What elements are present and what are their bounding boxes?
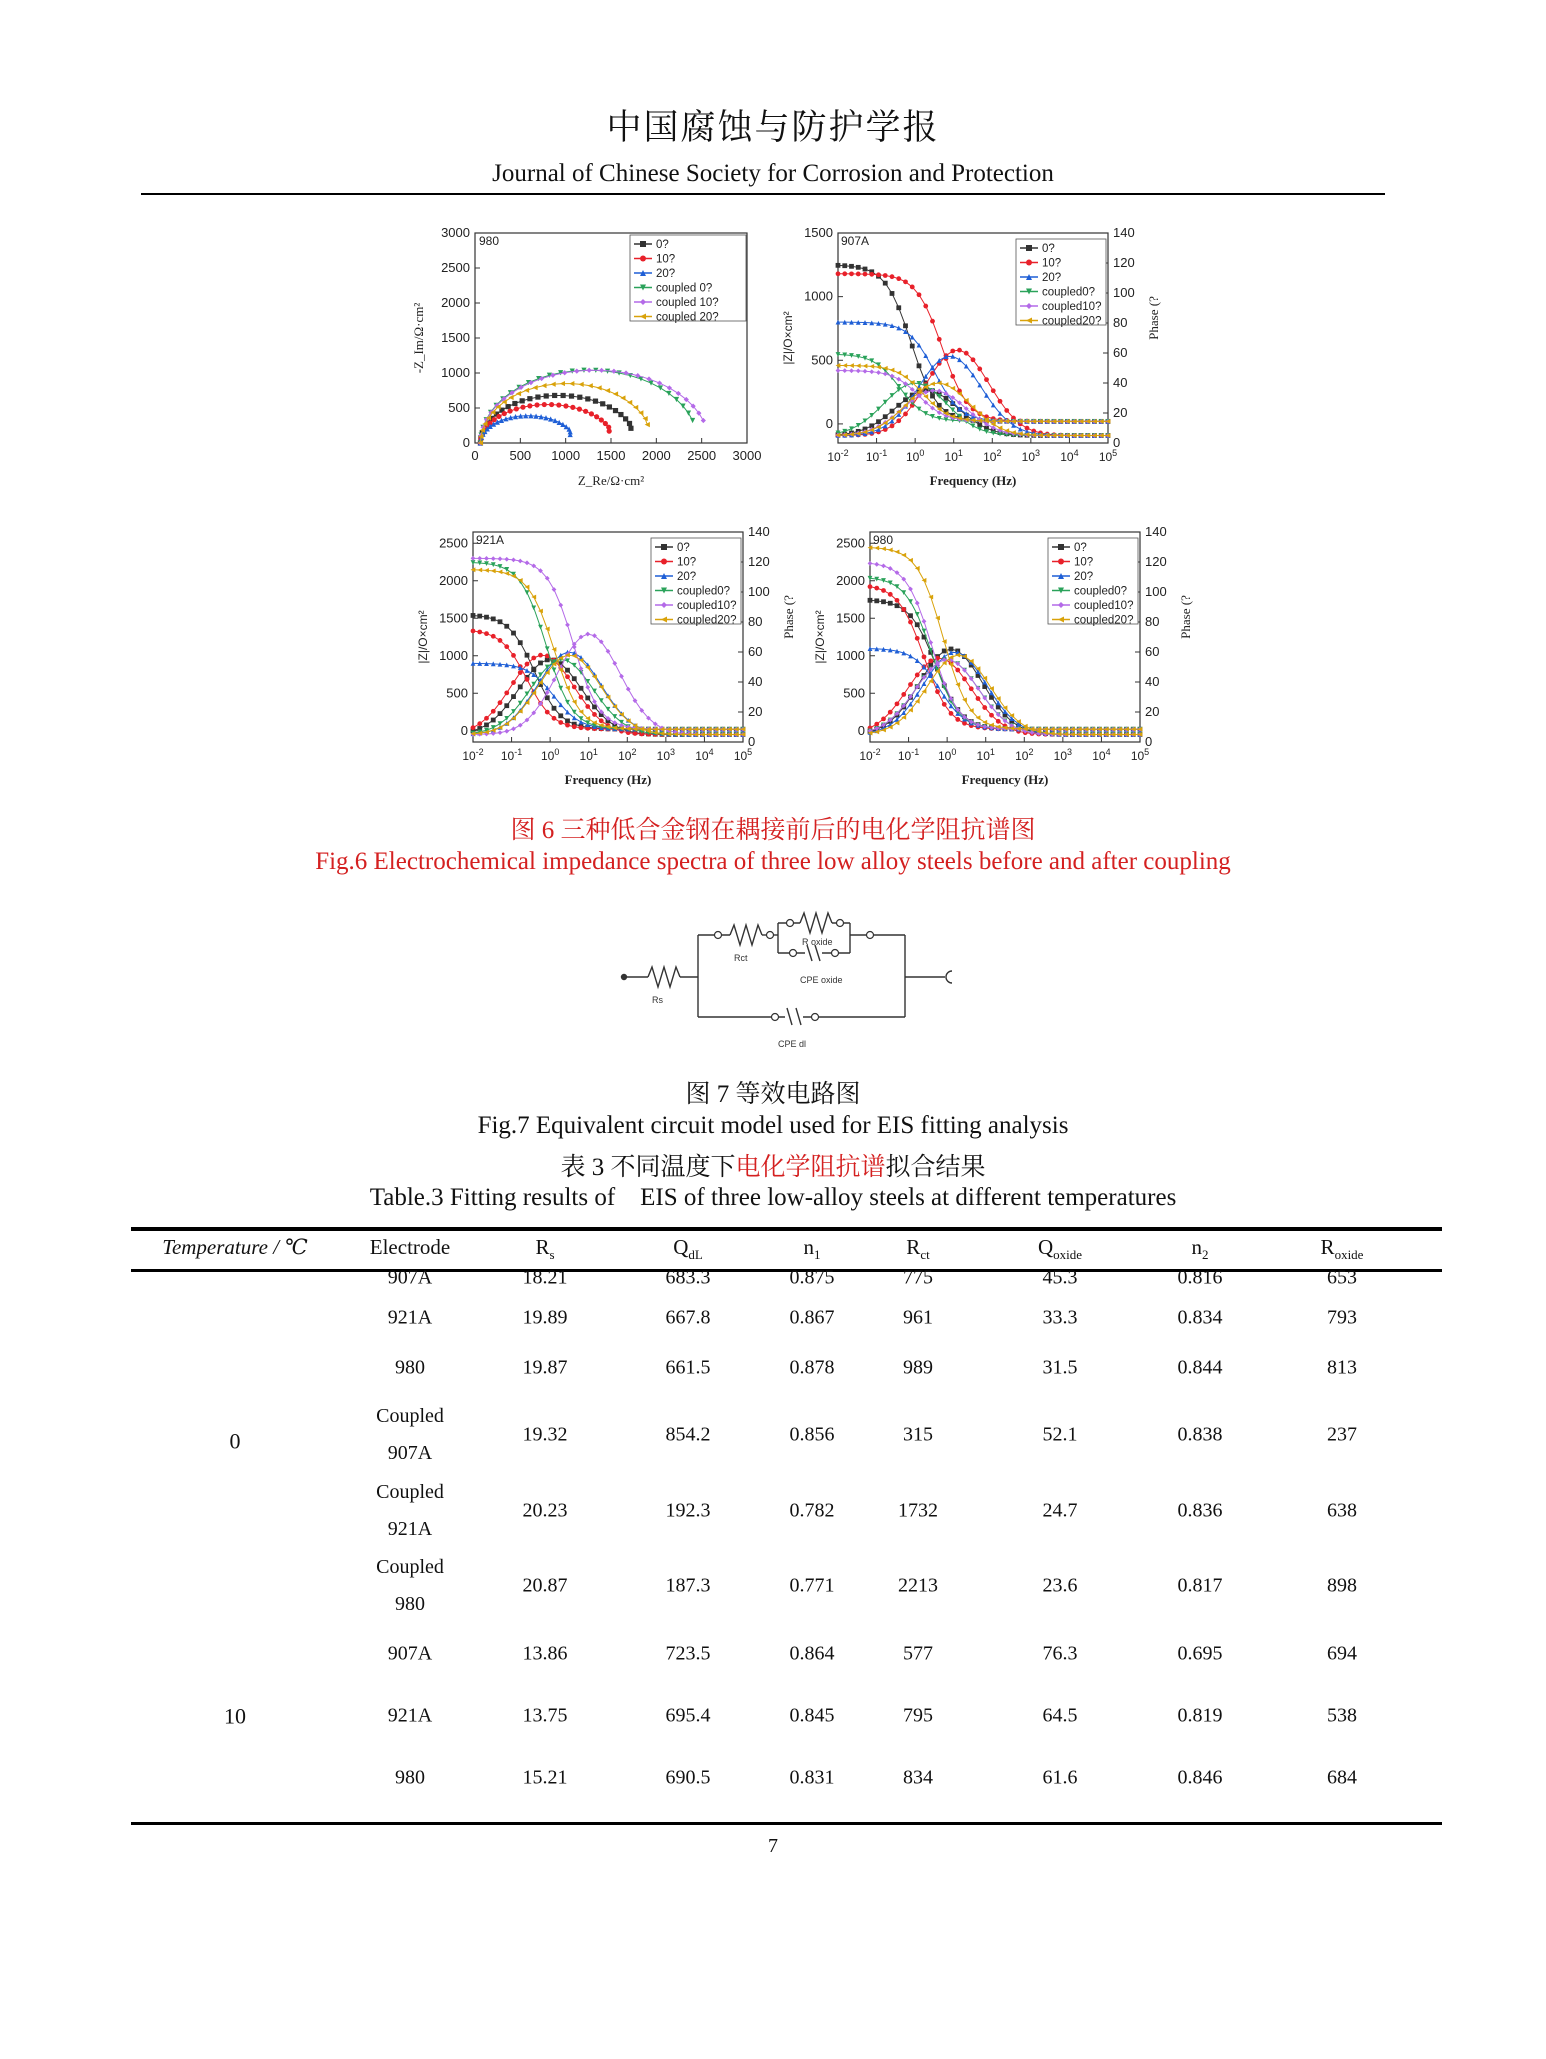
- nyquist-point-4: [690, 418, 695, 423]
- table-value-cell: 192.3: [665, 1499, 711, 1522]
- table3-caption-zh: [0, 1147, 1546, 1183]
- table-header-cell: Temperature / ℃: [162, 1235, 308, 1259]
- y-tick-left-label: 2000: [836, 572, 865, 588]
- y-axis-left-label: |Z|/O×cm²: [416, 610, 430, 664]
- y-tick-left-label: 1000: [439, 647, 468, 663]
- table-value-cell: 0.856: [789, 1423, 835, 1446]
- y-tick-right-label: 100: [748, 584, 770, 599]
- table-value-cell: 577: [903, 1642, 933, 1665]
- y-tick-right-label: 0: [748, 734, 756, 749]
- table-value-cell: 0.867: [789, 1306, 835, 1329]
- table-value-cell: 0.817: [1177, 1574, 1223, 1597]
- table-value-cell: 775: [903, 1266, 933, 1289]
- y-tick-left-label: 2500: [439, 535, 468, 551]
- legend-label: 0?: [1042, 243, 1055, 255]
- x-axis-label: Z_Re/Ω·cm²: [577, 473, 645, 488]
- table-value-cell: 661.5: [665, 1356, 711, 1379]
- table-value-cell: 795: [903, 1704, 933, 1727]
- table-value-cell: 2213: [898, 1574, 938, 1597]
- legend-label: 20?: [656, 268, 676, 280]
- y-tick-right-label: 80: [1113, 315, 1128, 330]
- x-tick-label: $10^1$: [976, 747, 995, 763]
- table-value-cell: 793: [1327, 1306, 1357, 1329]
- table-electrode-cell: Coupled 907A: [376, 1405, 444, 1464]
- legend-marker: [661, 544, 667, 550]
- chart-title: 980: [873, 533, 894, 547]
- table-header-cell: $R_{ct}$: [906, 1235, 930, 1263]
- legend-label: 20?: [1074, 571, 1094, 583]
- chart-title: 980: [479, 234, 500, 248]
- table-value-cell: 1732: [898, 1499, 938, 1522]
- table-electrode-cell: Coupled 980: [376, 1556, 444, 1615]
- x-tick-label: 1000: [551, 448, 581, 463]
- legend-label: coupled10?: [1042, 301, 1102, 313]
- table-value-cell: 18.21: [522, 1266, 568, 1289]
- y-tick-left-label: 0: [825, 415, 833, 431]
- x-tick-label: $10^2$: [983, 448, 1002, 464]
- x-tick-label: $10^4$: [1092, 747, 1111, 763]
- y-tick-right-label: 0: [1113, 435, 1121, 450]
- label-cpe-oxide: CPE oxide: [800, 975, 843, 985]
- table-value-cell: 33.3: [1042, 1306, 1078, 1329]
- table-value-cell: 989: [903, 1356, 933, 1379]
- table-electrode-cell: 907A: [387, 1642, 433, 1665]
- y-tick-left-label: 2000: [439, 572, 468, 588]
- journal-title-en: Journal of Chinese Society for Corrosion and Protection: [492, 160, 1054, 187]
- table-electrode-cell: 921A: [387, 1704, 433, 1727]
- y-axis-right-label: Phase (?: [1178, 595, 1193, 639]
- table-value-cell: 0.838: [1177, 1423, 1223, 1446]
- table-value-cell: 15.21: [522, 1766, 568, 1789]
- table-value-cell: 13.75: [522, 1704, 568, 1727]
- label-roxide: R oxide: [802, 937, 833, 947]
- y-tick-label: 500: [448, 400, 470, 415]
- table-temperature-cell: 10: [224, 1703, 246, 1729]
- x-tick-label: $10^3$: [1053, 747, 1073, 763]
- x-tick-label: $10^{-1}$: [865, 448, 888, 464]
- label-rs: Rs: [652, 995, 663, 1005]
- table-value-cell: 237: [1327, 1423, 1357, 1446]
- table-value-cell: 538: [1327, 1704, 1357, 1727]
- y-tick-left-label: 1500: [804, 225, 833, 240]
- table-electrode-cell: 980: [395, 1766, 425, 1789]
- x-tick-label: 2500: [687, 448, 717, 463]
- y-tick-right-label: 40: [748, 674, 763, 689]
- nyquist-series-5: [480, 370, 703, 443]
- y-tick-label: 1000: [441, 365, 470, 380]
- table-value-cell: 667.8: [665, 1306, 711, 1329]
- x-tick-label: $10^4$: [695, 747, 714, 763]
- x-tick-label: $10^5$: [733, 747, 753, 763]
- y-tick-right-label: 40: [1113, 375, 1128, 390]
- x-tick-label: 2000: [641, 448, 671, 463]
- table-temperature-cell: 0: [229, 1428, 241, 1454]
- bode-980-phase-series-5: [870, 660, 1140, 735]
- table3-caption-prefix: 表 3 不同温度下: [560, 1154, 736, 1181]
- y-tick-label: 0: [462, 435, 470, 450]
- legend-label: 10?: [1074, 556, 1094, 569]
- x-tick-label: $10^5$: [1130, 747, 1150, 763]
- legend-marker: [640, 241, 646, 247]
- x-tick-label: $10^{-2}$: [859, 747, 881, 763]
- table-value-cell: 898: [1327, 1574, 1357, 1597]
- table-value-cell: 20.87: [522, 1574, 568, 1597]
- y-axis-right-label: Phase (?: [1146, 296, 1161, 340]
- y-tick-right-label: 120: [1145, 554, 1167, 569]
- table-value-cell: 690.5: [665, 1766, 711, 1789]
- legend-label: coupled0?: [1074, 585, 1128, 598]
- table-value-cell: 13.86: [522, 1642, 568, 1665]
- table-value-cell: 723.5: [665, 1642, 711, 1665]
- table-value-cell: 834: [903, 1766, 933, 1789]
- x-tick-label: 1500: [596, 448, 626, 463]
- legend-label: coupled 20?: [656, 311, 719, 324]
- table-value-cell: 0.819: [1177, 1704, 1223, 1727]
- table-value-cell: 0.782: [789, 1499, 835, 1522]
- legend-label: coupled20?: [1042, 315, 1102, 328]
- journal-title-zh: 中国腐蚀与防护学报: [606, 108, 940, 147]
- table-header-cell: $R_{oxide}$: [1320, 1235, 1364, 1263]
- legend-label: 10?: [656, 253, 676, 266]
- page-number: 7: [768, 1835, 778, 1857]
- table-electrode-cell: Coupled 921A: [376, 1481, 444, 1540]
- legend-label: coupled10?: [677, 600, 737, 612]
- x-tick-label: $10^0$: [937, 747, 957, 763]
- table3-caption-highlight: 电化学阻抗谱: [735, 1154, 886, 1181]
- legend-label: 10?: [677, 556, 697, 569]
- table-value-cell: 23.6: [1042, 1574, 1078, 1597]
- table-value-cell: 0.695: [1177, 1642, 1223, 1665]
- table3-caption-suffix: 拟合结果: [885, 1154, 986, 1181]
- x-tick-label: $10^2$: [618, 747, 637, 763]
- x-tick-label: $10^{-1}$: [500, 747, 523, 763]
- cpe-dl-symbol: [787, 1008, 792, 1025]
- y-tick-label: 2000: [441, 295, 470, 310]
- y-axis-label: -Z_Im/Ω·cm²: [411, 302, 426, 374]
- legend-label: 0?: [656, 239, 669, 251]
- table-value-cell: 52.1: [1042, 1423, 1078, 1446]
- x-tick-label: $10^5$: [1098, 448, 1118, 464]
- table-header-cell: $Q_{dL}$: [673, 1235, 703, 1263]
- y-tick-left-label: 500: [811, 352, 833, 368]
- x-axis-label: Frequency (Hz): [564, 772, 652, 787]
- x-tick-label: $10^{-1}$: [897, 747, 920, 763]
- resistor-roxide: [800, 913, 832, 933]
- y-axis-left-label: |Z|/O×cm²: [813, 610, 827, 664]
- table-value-cell: 19.32: [522, 1423, 568, 1446]
- fig6-caption-zh: 图 6 三种低合金钢在耦接前后的电化学阻抗谱图: [510, 817, 1036, 844]
- table-value-cell: 64.5: [1042, 1704, 1078, 1727]
- table-value-cell: 683.3: [665, 1266, 711, 1289]
- y-tick-right-label: 0: [1145, 734, 1153, 749]
- x-tick-label: $10^1$: [579, 747, 598, 763]
- table-value-cell: 45.3: [1042, 1266, 1078, 1289]
- y-tick-label: 2500: [441, 260, 470, 275]
- chart-title: 921A: [476, 533, 505, 547]
- table-value-cell: 854.2: [665, 1423, 711, 1446]
- x-tick-label: 0: [471, 448, 479, 463]
- table3-caption-en: Table.3 Fitting results of EIS of three low-alloy steels at different temperatures: [369, 1184, 1177, 1211]
- table-header-cell: $R_s$: [535, 1235, 555, 1263]
- table-value-cell: 695.4: [665, 1704, 711, 1727]
- y-tick-right-label: 60: [748, 644, 763, 659]
- legend-marker: [1026, 245, 1032, 251]
- y-tick-left-label: 500: [843, 685, 865, 701]
- legend-label: 10?: [1042, 257, 1062, 270]
- table-value-cell: 0.831: [789, 1766, 835, 1789]
- x-tick-label: $10^2$: [1015, 747, 1034, 763]
- table-value-cell: 653: [1327, 1266, 1357, 1289]
- circuit-terminal-left: [622, 975, 627, 980]
- x-tick-label: $10^3$: [1021, 448, 1041, 464]
- equivalent-circuit-diagram: [600, 895, 980, 1055]
- x-tick-label: $10^1$: [944, 448, 963, 464]
- y-tick-label: 1500: [441, 330, 470, 345]
- y-tick-right-label: 40: [1145, 674, 1160, 689]
- y-tick-left-label: 2500: [836, 535, 865, 551]
- y-tick-left-label: 1500: [836, 610, 865, 626]
- y-tick-right-label: 20: [748, 704, 763, 719]
- legend-label: coupled0?: [1042, 286, 1096, 299]
- legend-label: 20?: [677, 571, 697, 583]
- resistor-rs: [648, 967, 680, 987]
- y-tick-left-label: 1500: [439, 610, 468, 626]
- fig7-caption-en: Fig.7 Equivalent circuit model used for EIS fitting analysis: [477, 1112, 1069, 1139]
- x-tick-label: $10^3$: [656, 747, 676, 763]
- y-tick-right-label: 140: [1113, 225, 1135, 240]
- legend-label: coupled 10?: [656, 297, 719, 309]
- table-value-cell: 0.878: [789, 1356, 835, 1379]
- label-cpe-dl: CPE dl: [778, 1039, 807, 1049]
- bode-921A-modulus-series-2: [473, 631, 743, 729]
- x-tick-label: $10^4$: [1060, 448, 1079, 464]
- table-value-cell: 0.846: [1177, 1766, 1223, 1789]
- table-value-cell: 31.5: [1042, 1356, 1078, 1379]
- x-axis-label: Frequency (Hz): [929, 473, 1017, 488]
- cpe-oxide-symbol: [807, 945, 812, 961]
- table-value-cell: 0.836: [1177, 1499, 1223, 1522]
- legend-label: 20?: [1042, 272, 1062, 284]
- legend-label: coupled 0?: [656, 282, 713, 295]
- legend-marker: [1058, 559, 1064, 565]
- y-tick-left-label: 500: [446, 685, 468, 701]
- table-top-rule: [131, 1227, 1442, 1231]
- table-value-cell: 0.844: [1177, 1356, 1223, 1379]
- nyquist-point-1: [628, 426, 633, 431]
- x-tick-label: $10^{-2}$: [462, 747, 484, 763]
- table-electrode-cell: 921A: [387, 1306, 433, 1329]
- legend-label: coupled20?: [677, 614, 737, 627]
- table-bottom-rule: [131, 1822, 1442, 1825]
- legend-marker: [1026, 260, 1032, 266]
- legend-label: 0?: [1074, 542, 1087, 554]
- table-value-cell: 19.87: [522, 1356, 568, 1379]
- circuit-terminal-right: [946, 971, 952, 983]
- y-tick-left-label: 0: [460, 722, 468, 738]
- nyquist-point-5: [701, 418, 706, 423]
- y-tick-right-label: 80: [1145, 614, 1160, 629]
- x-tick-label: $10^{-2}$: [827, 448, 849, 464]
- table-value-cell: 61.6: [1042, 1766, 1078, 1789]
- table-value-cell: 19.89: [522, 1306, 568, 1329]
- y-tick-right-label: 20: [1145, 704, 1160, 719]
- table-value-cell: 0.834: [1177, 1306, 1223, 1329]
- table-value-cell: 0.864: [789, 1642, 835, 1665]
- y-tick-right-label: 120: [1113, 255, 1135, 270]
- label-rct: Rct: [734, 953, 748, 963]
- y-tick-right-label: 140: [1145, 524, 1167, 539]
- table-value-cell: 0.875: [789, 1266, 835, 1289]
- fig6-eis-charts: [0, 210, 1546, 790]
- y-tick-left-label: 1000: [836, 647, 865, 663]
- nyquist-series-4: [480, 370, 692, 443]
- x-tick-label: 3000: [732, 448, 762, 463]
- table-value-cell: 76.3: [1042, 1642, 1078, 1665]
- table-value-cell: 638: [1327, 1499, 1357, 1522]
- legend-label: 0?: [677, 542, 690, 554]
- table-electrode-cell: 907A: [387, 1266, 433, 1289]
- legend-marker: [1058, 544, 1064, 550]
- y-axis-left-label: |Z|/O×cm²: [781, 311, 795, 365]
- table-value-cell: 961: [903, 1306, 933, 1329]
- table-value-cell: 813: [1327, 1356, 1357, 1379]
- table-value-cell: 0.845: [789, 1704, 835, 1727]
- header-rule: [141, 193, 1385, 195]
- y-tick-right-label: 100: [1145, 584, 1167, 599]
- x-tick-label: 500: [509, 448, 532, 463]
- legend-label: coupled10?: [1074, 600, 1134, 612]
- fig6-caption-en: Fig.6 Electrochemical impedance spectra of three low alloy steels before and after coupling: [315, 848, 1231, 875]
- table-value-cell: 20.23: [522, 1499, 568, 1522]
- x-tick-label: $10^0$: [905, 448, 925, 464]
- table-header-cell: $Q_{oxide}$: [1037, 1235, 1083, 1263]
- table-value-cell: 187.3: [665, 1574, 711, 1597]
- y-tick-right-label: 20: [1113, 405, 1128, 420]
- x-axis-label: Frequency (Hz): [961, 772, 1049, 787]
- x-tick-label: $10^0$: [540, 747, 560, 763]
- table-value-cell: 684: [1327, 1766, 1357, 1789]
- y-tick-right-label: 140: [748, 524, 770, 539]
- y-tick-left-label: 1000: [804, 288, 833, 304]
- table-header-cell: $n_2$: [1191, 1235, 1209, 1263]
- legend-label: coupled20?: [1074, 614, 1134, 627]
- table-header-cell: $n_1$: [803, 1235, 821, 1263]
- legend-marker: [661, 559, 667, 565]
- table-electrode-cell: 980: [395, 1356, 425, 1379]
- table-value-cell: 315: [903, 1423, 933, 1446]
- table-value-cell: 0.816: [1177, 1266, 1223, 1289]
- y-tick-right-label: 60: [1145, 644, 1160, 659]
- legend-label: coupled0?: [677, 585, 731, 598]
- chart-title: 907A: [841, 234, 870, 248]
- table-header-cell: Electrode: [369, 1235, 451, 1259]
- y-axis-right-label: Phase (?: [781, 595, 796, 639]
- fig7-caption-zh: 图 7 等效电路图: [685, 1081, 861, 1108]
- y-tick-left-label: 0: [857, 722, 865, 738]
- resistor-rct: [730, 925, 762, 945]
- legend-marker: [640, 256, 646, 262]
- y-tick-label: 3000: [441, 225, 470, 240]
- table-value-cell: 0.771: [789, 1574, 835, 1597]
- table-value-cell: 24.7: [1042, 1499, 1078, 1522]
- y-tick-right-label: 60: [1113, 345, 1128, 360]
- y-tick-right-label: 80: [748, 614, 763, 629]
- table-value-cell: 694: [1327, 1642, 1357, 1665]
- y-tick-right-label: 100: [1113, 285, 1135, 300]
- y-tick-right-label: 120: [748, 554, 770, 569]
- table-header-rule: [131, 1269, 1442, 1272]
